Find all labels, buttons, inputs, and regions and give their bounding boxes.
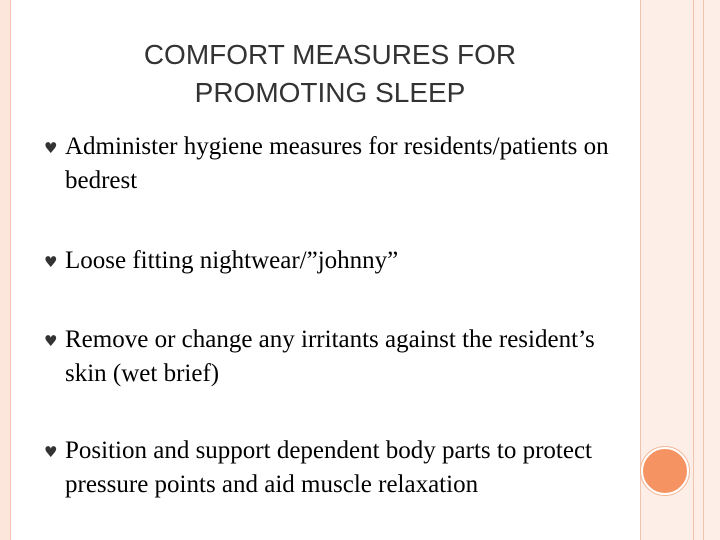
list-item [44, 244, 634, 278]
title-line-2: PROMOTING SLEEP [194, 77, 466, 108]
left-decorative-strip [0, 0, 11, 540]
bullet-text: Position and support dependent body parts to protect pressure points and aid muscle relaxation [65, 437, 593, 498]
heart-icon: ♥ [44, 139, 58, 157]
list-item [44, 130, 634, 198]
slide-title [40, 36, 620, 112]
orange-circle-decoration [641, 447, 689, 495]
bullet-text: Loose fitting nightwear/”johnny” [65, 247, 399, 274]
right-decorative-line [703, 0, 704, 540]
list-item [44, 434, 634, 502]
title-line-1: COMFORT MEASURES FOR [143, 39, 517, 70]
heart-icon: ♥ [44, 253, 58, 271]
heart-icon: ♥ [44, 332, 58, 350]
right-decorative-line [693, 0, 694, 540]
bullet-text: Remove or change any irritants against the resident’s skin (wet brief) [65, 326, 595, 387]
heart-icon: ♥ [44, 443, 58, 461]
list-item [44, 323, 634, 391]
bullet-text: Administer hygiene measures for residents/patients on bedrest [65, 133, 609, 194]
